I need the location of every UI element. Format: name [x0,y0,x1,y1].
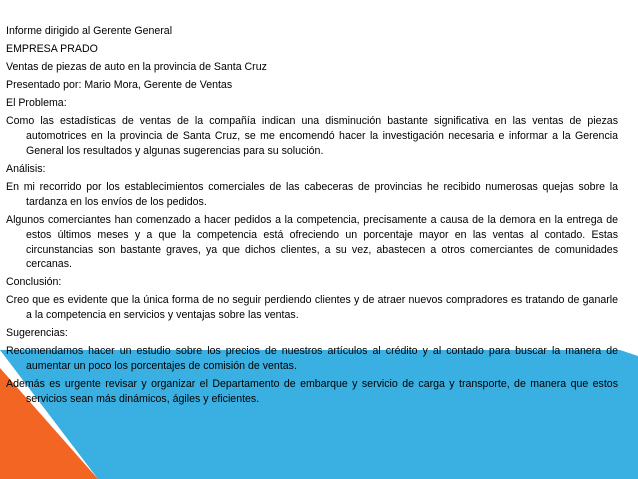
analysis-paragraph-2: Algunos comerciantes han comenzado a hacer pedidos a la competencia, precisamente a causa de la demora en la entrega de estos últimos meses y a que la competencia está ofreciendo un porcentaje mayor en las ventas al contado. Estas circunstancias son bastante graves, ya que dichos clientes, a su vez, abastecen a otros comerciantes de comunidades cercanas. [6,213,618,271]
report-subject: Ventas de piezas de auto en la provincia de Santa Cruz [6,61,267,73]
problem-heading: El Problema: [6,97,67,109]
analysis-paragraph-1: En mi recorrido por los establecimientos comerciales de las cabeceras de provincias he recibido numerosas quejas sobre la tardanza en los envíos de los pedidos. [6,180,618,208]
suggestions-heading: Sugerencias: [6,327,68,340]
company-name: EMPRESA PRADO [6,43,98,55]
problem-paragraph: Como las estadísticas de ventas de la compañía indican una disminución bastante significativa en las ventas de piezas automotrices en la provincia de Santa Cruz, se me encomendó hacer la investigación necesaria e informar a la Gerencia General los resultados y algunas sugerencias para su solución. [6,115,618,157]
conclusion-paragraph: Creo que es evidente que la única forma de no seguir perdiendo clientes y de atraer nuevos compradores es tratando de ganarle a la competencia en servicios y ventajas sobre las ventas. [6,294,618,322]
report-recipient: Informe dirigido al Gerente General [6,25,173,37]
analysis-heading: Análisis: [6,162,46,175]
suggestions-paragraph-1: Recomendamos hacer un estudio sobre los precios de nuestros artículos al crédito y al contado para buscar la manera de aumentar un poco los porcentajes de comisión de ventas. [6,345,618,373]
report-author: Presentado por: Mario Mora, Gerente de Ventas [6,79,233,91]
suggestions-paragraph-2: Además es urgente revisar y organizar el Departamento de embarque y servicio de carga y transporte, de manera que estos servicios sean más dinámicos, ágiles y eficientes. [6,378,618,406]
report-content [6,24,618,410]
conclusion-heading: Conclusión: [6,276,62,289]
